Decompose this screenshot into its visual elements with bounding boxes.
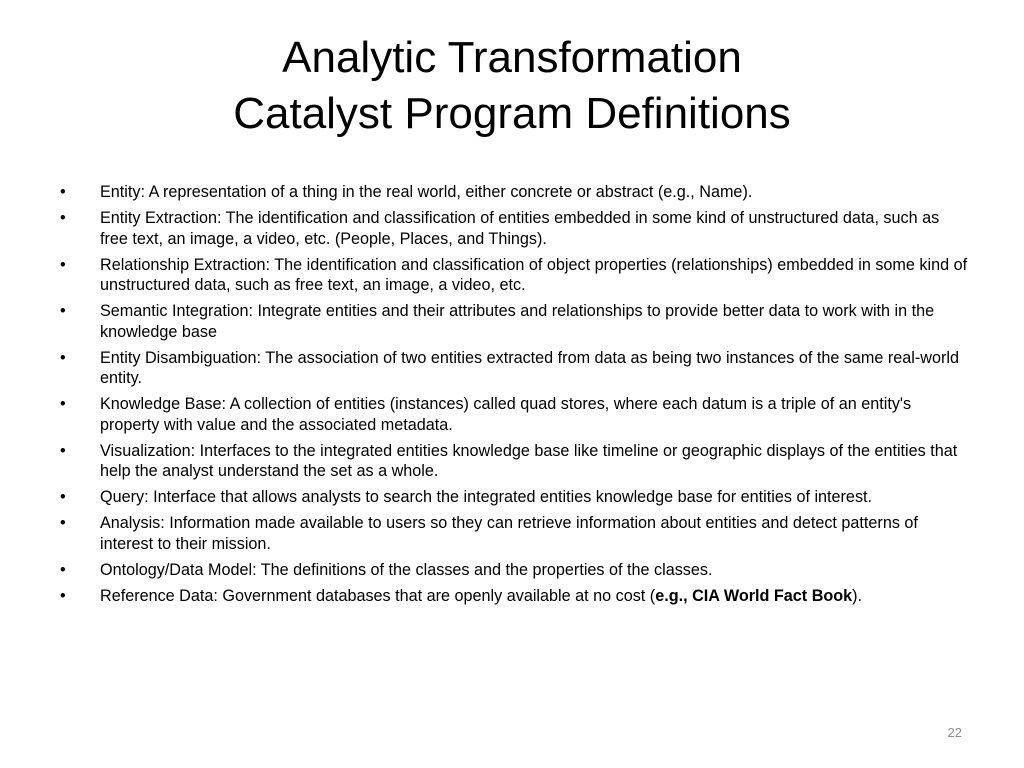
list-item-text: Knowledge Base: A collection of entities (instances) called quad stores, where each datum is a triple of an entity's property with value and the associated metadata. bbox=[100, 395, 912, 434]
list-item bbox=[60, 560, 970, 581]
slide-title bbox=[0, 30, 1024, 142]
bullet-icon: • bbox=[60, 209, 66, 227]
list-item bbox=[60, 487, 970, 508]
bullet-icon: • bbox=[60, 348, 66, 367]
bullet-icon: • bbox=[60, 586, 66, 605]
bullet-icon: • bbox=[60, 441, 66, 460]
list-item-text: Entity: A representation of a thing in the real world, either concrete or abstract (e.g., Name). bbox=[100, 183, 753, 201]
list-item-text: Entity Disambiguation: The association of two entities extracted from data as being two instances of the same real-world entity. bbox=[100, 348, 959, 387]
bullet-icon: • bbox=[60, 302, 66, 320]
list-item bbox=[60, 182, 970, 203]
list-item bbox=[60, 208, 970, 249]
bullet-icon: • bbox=[60, 255, 66, 274]
bullet-icon: • bbox=[60, 183, 66, 201]
reference-data-text: Reference Data: Government databases that are openly available at no cost ( bbox=[100, 586, 656, 605]
bullet-icon: • bbox=[60, 395, 66, 413]
list-item bbox=[60, 513, 970, 554]
bullet-icon: • bbox=[60, 560, 66, 579]
list-item-text: Entity Extraction: The identification and classification of entities embedded in some kind of unstructured data, such as free text, an image, a video, etc. (People, Places, and Things). bbox=[100, 209, 940, 248]
list-item-text: Visualization: Interfaces to the integrated entities knowledge base like timeline or geographic displays of the entities that help the analyst understand the set as a whole. bbox=[100, 441, 958, 480]
list-item-text bbox=[100, 587, 862, 605]
list-item bbox=[60, 301, 970, 342]
bullet-icon: • bbox=[60, 514, 66, 532]
bullet-icon: • bbox=[60, 488, 66, 506]
page-number: 22 bbox=[947, 725, 962, 740]
list-item bbox=[60, 255, 970, 296]
list-item-text: Ontology/Data Model: The definitions of the classes and the properties of the classes. bbox=[100, 560, 713, 579]
list-item-text: Semantic Integration: Integrate entities and their attributes and relationships to provide better data to work with in the knowledge base bbox=[100, 302, 935, 341]
slide-title-line-1: Analytic Transformation bbox=[282, 33, 742, 82]
list-item bbox=[60, 348, 970, 389]
list-item bbox=[60, 394, 970, 435]
list-item-text: Analysis: Information made available to users so they can retrieve information about entities and detect patterns of interest to their mission. bbox=[100, 514, 918, 553]
list-item bbox=[60, 441, 970, 482]
list-item bbox=[60, 586, 970, 607]
definitions-list bbox=[60, 182, 970, 612]
reference-data-closing: ). bbox=[852, 586, 863, 605]
list-item-text: Query: Interface that allows analysts to search the integrated entities knowledge base for entities of interest. bbox=[100, 488, 873, 506]
slide-title-line-2: Catalyst Program Definitions bbox=[233, 89, 791, 138]
cia-world-fact-book-emphasis: e.g., CIA World Fact Book bbox=[655, 586, 853, 605]
list-item-text: Relationship Extraction: The identification and classification of object properties (relationships) embedded in some kind of unstructured data, such as free text, an image, a video, etc. bbox=[100, 255, 968, 294]
